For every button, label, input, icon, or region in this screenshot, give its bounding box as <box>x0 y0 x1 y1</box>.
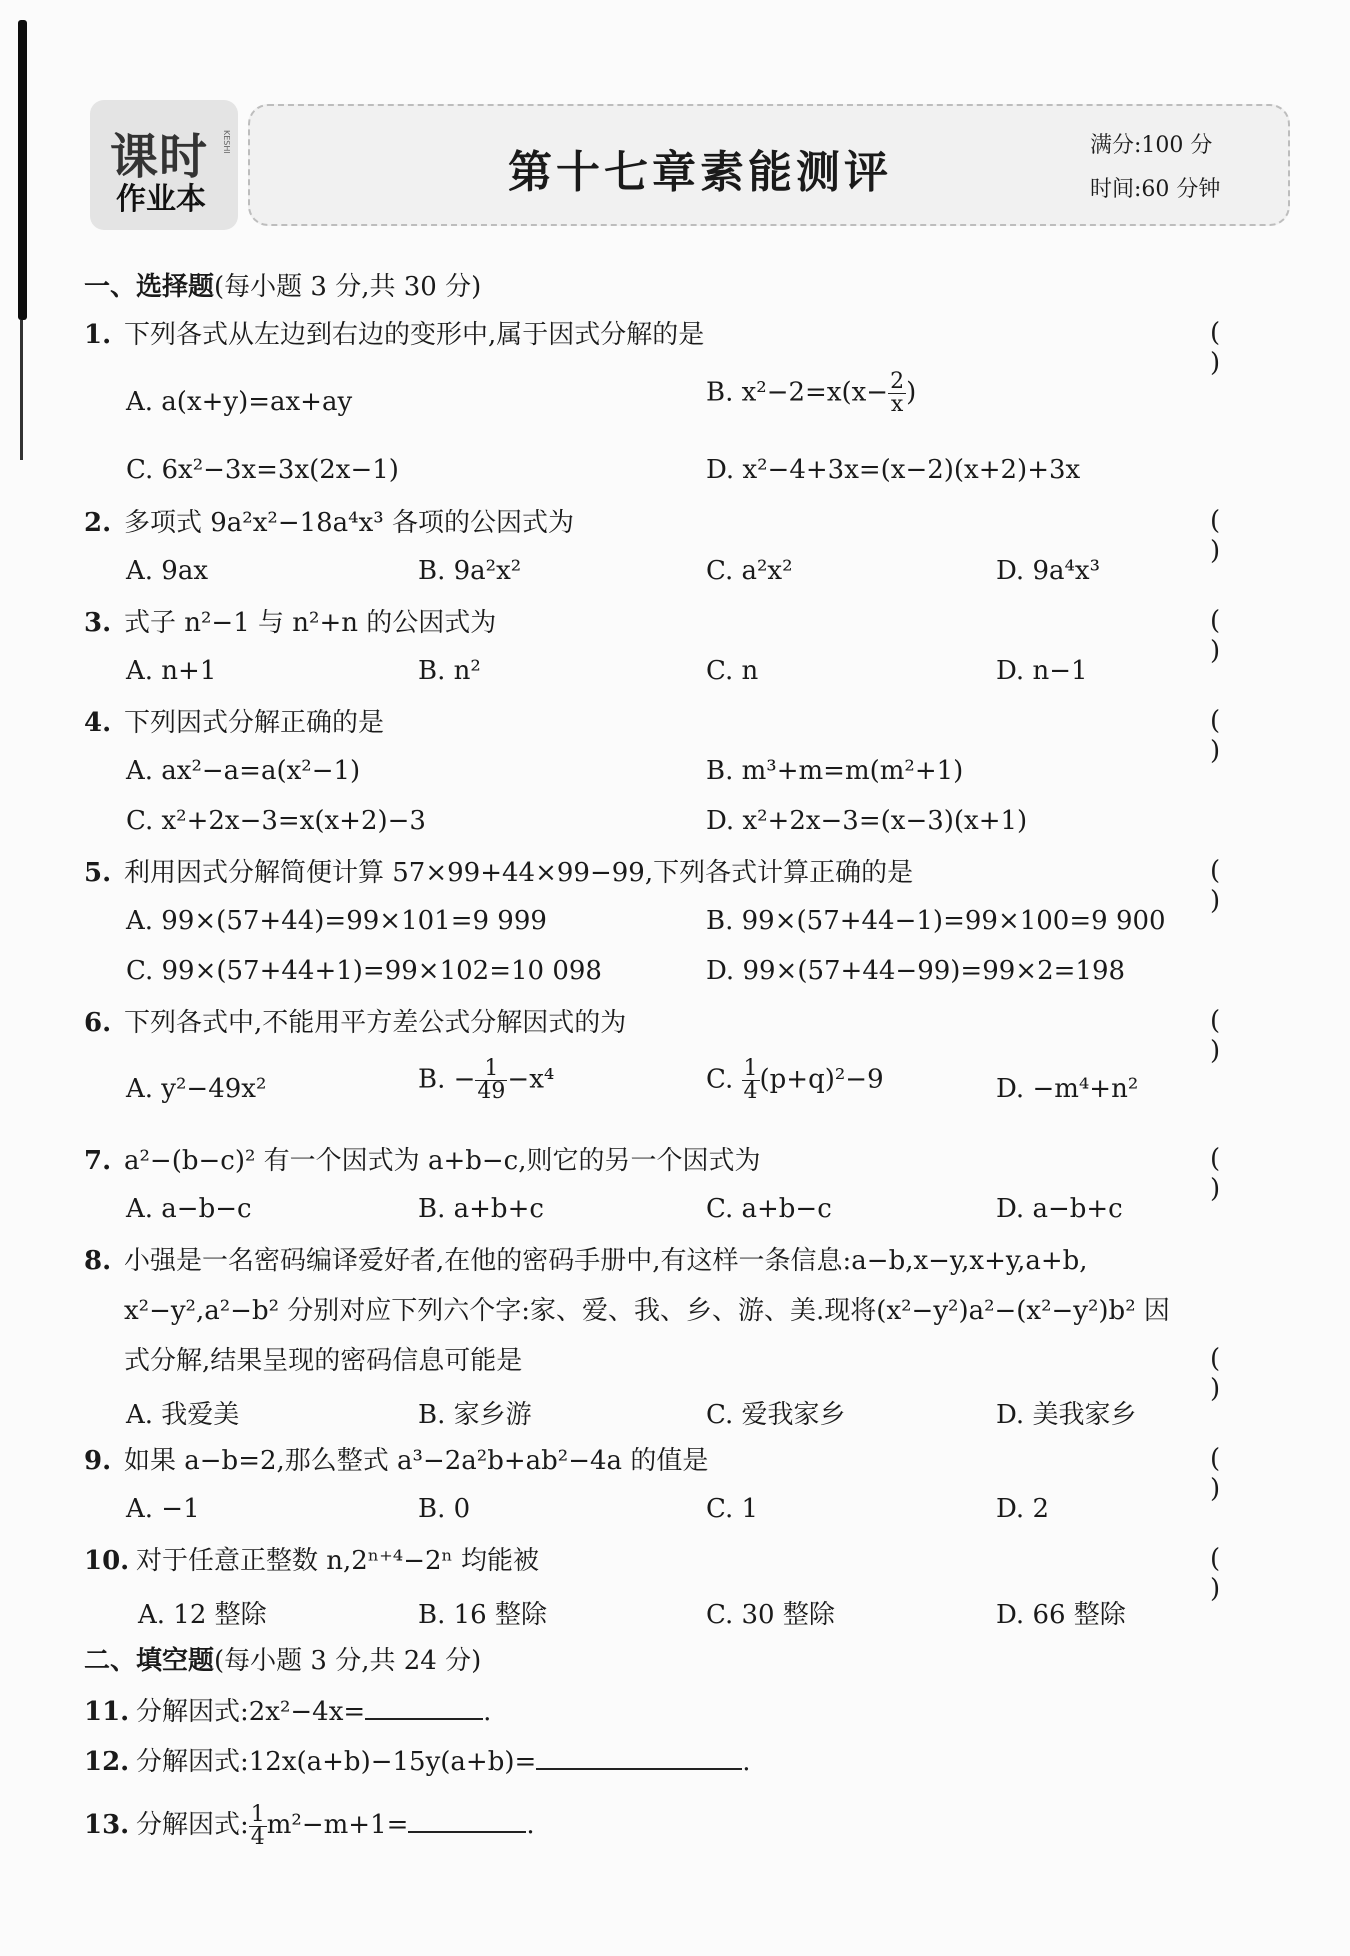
fraction <box>742 1058 760 1103</box>
fraction-denominator: x <box>888 393 906 416</box>
option-d: D. 2 <box>996 1494 1049 1524</box>
question-text: 如果 a−b=2,那么整式 a³−2a²b+ab²−4a 的值是 <box>124 1446 709 1476</box>
answer-paren: ( ) <box>1210 506 1281 566</box>
option-a: A. n+1 <box>126 656 217 686</box>
option-d: D. 9a⁴x³ <box>996 556 1100 586</box>
option-a: A. ax²−a=a(x²−1) <box>126 756 361 786</box>
page-spine-mark <box>20 320 23 460</box>
option-a: A. y²−49x² <box>126 1074 267 1104</box>
question-number: 1. <box>84 320 112 350</box>
option-b: B. 家乡游 <box>418 1400 532 1430</box>
option-text: −x⁴ <box>507 1064 555 1095</box>
answer-paren: ( ) <box>1210 706 1281 766</box>
full-score: 满分:100 分 <box>1090 133 1213 158</box>
question-text: 多项式 9a²x²−18a⁴x³ 各项的公因式为 <box>124 508 574 538</box>
option-c <box>706 1058 884 1103</box>
option-a: A. 我爱美 <box>126 1400 240 1430</box>
question-text: 下列各式从左边到右边的变形中,属于因式分解的是 <box>124 320 705 350</box>
option-a: A. a(x+y)=ax+ay <box>126 387 353 417</box>
answer-paren: ( ) <box>1210 1444 1281 1504</box>
question-number: 6. <box>84 1008 112 1038</box>
question-5 <box>84 856 913 890</box>
option-b <box>706 371 916 416</box>
option-d: D. x²−4+3x=(x−2)(x+2)+3x <box>706 455 1081 485</box>
question-text: 下列各式中,不能用平方差公式分解因式的为 <box>124 1008 627 1038</box>
fraction-numerator: 1 <box>484 1056 499 1081</box>
question-number: 7. <box>84 1146 112 1176</box>
question-text: 分解因式: <box>136 1810 249 1840</box>
question-number: 11. <box>84 1697 130 1727</box>
section-note: (每小题 3 分,共 30 分) <box>214 272 482 302</box>
option-c: C. 30 整除 <box>706 1600 835 1630</box>
option-a: A. −1 <box>126 1494 200 1524</box>
question-1 <box>84 318 704 352</box>
option-d: D. 66 整除 <box>996 1600 1126 1630</box>
option-b: B. a+b+c <box>418 1194 544 1224</box>
question-number: 8. <box>84 1246 112 1276</box>
question-number: 3. <box>84 608 112 638</box>
title-box <box>248 104 1290 226</box>
option-text: (p+q)²−9 <box>759 1064 884 1095</box>
option-d: D. 美我家乡 <box>996 1400 1137 1430</box>
section-note: (每小题 3 分,共 24 分) <box>214 1646 482 1676</box>
end-period: . <box>526 1810 535 1840</box>
fraction-denominator: 49 <box>477 1079 506 1104</box>
question-text: m²−m+1= <box>266 1810 409 1840</box>
section-heading <box>84 270 481 304</box>
question-number: 13. <box>84 1810 130 1840</box>
answer-paren: ( ) <box>1210 1006 1281 1066</box>
option-b: B. m³+m=m(m²+1) <box>706 756 964 786</box>
option-c: C. 爱我家乡 <box>706 1400 846 1430</box>
question-9 <box>84 1444 708 1478</box>
fraction-numerator: 1 <box>250 1801 265 1827</box>
fraction-denominator: 4 <box>743 1079 758 1104</box>
option-d: D. x²+2x−3=(x−3)(x+1) <box>706 806 1028 836</box>
question-text: 分解因式:2x²−4x= <box>136 1697 366 1727</box>
option-text: B. − <box>418 1064 476 1095</box>
end-period: . <box>742 1747 751 1777</box>
question-4 <box>84 706 384 740</box>
question-text: 分解因式:12x(a+b)−15y(a+b)= <box>136 1747 537 1777</box>
option-b: B. 0 <box>418 1494 471 1524</box>
option-a: A. a−b−c <box>126 1194 252 1224</box>
question-number: 12. <box>84 1747 130 1777</box>
option-b: B. n² <box>418 656 481 686</box>
question-text: 小强是一名密码编译爱好者,在他的密码手册中,有这样一条信息:a−b,x−y,x+y,a+b, <box>124 1246 1088 1276</box>
option-c: C. x²+2x−3=x(x+2)−3 <box>126 806 426 836</box>
question-12 <box>84 1744 751 1779</box>
question-7 <box>84 1144 760 1178</box>
answer-blank[interactable] <box>365 1694 483 1720</box>
option-d: D. −m⁴+n² <box>996 1074 1139 1104</box>
answer-paren: ( ) <box>1210 318 1281 378</box>
question-text: 利用因式分解简便计算 57×99+44×99−99,下列各式计算正确的是 <box>124 858 914 888</box>
option-c: C. a²x² <box>706 556 793 586</box>
option-d: D. 99×(57+44−99)=99×2=198 <box>706 956 1126 986</box>
section-heading <box>84 1644 481 1678</box>
option-b: B. 99×(57+44−1)=99×100=9 900 <box>706 906 1166 936</box>
brand-logo <box>90 100 238 230</box>
question-13 <box>84 1800 535 1850</box>
question-number: 4. <box>84 708 112 738</box>
answer-paren: ( ) <box>1210 856 1281 916</box>
question-8 <box>84 1244 1088 1278</box>
question-6 <box>84 1006 626 1040</box>
option-c: C. n <box>706 656 759 686</box>
question-text: 下列因式分解正确的是 <box>124 708 385 738</box>
option-d: D. n−1 <box>996 656 1088 686</box>
logo-line1: 课时 <box>110 129 209 185</box>
section-label: 二、填空题 <box>84 1646 215 1676</box>
option-b <box>418 1058 554 1103</box>
question-text-line: x²−y²,a²−b² 分别对应下列六个字:家、爱、我、乡、游、美.现将(x²−y²)a²−(x²−y²)b² 因 <box>124 1296 1170 1326</box>
fraction <box>475 1058 507 1103</box>
option-c: C. 1 <box>706 1494 759 1524</box>
time-limit: 时间:60 分钟 <box>1090 177 1221 202</box>
page-title: 第十七章素能测评 <box>508 147 892 198</box>
question-10 <box>84 1544 539 1578</box>
logo-line2: 作业本 <box>116 182 206 217</box>
option-text: B. x²−2=x(x− <box>706 377 889 408</box>
option-text: C. <box>706 1064 742 1095</box>
fraction <box>888 371 906 416</box>
answer-blank[interactable] <box>408 1807 526 1833</box>
question-text-line: 式分解,结果呈现的密码信息可能是 <box>124 1346 523 1376</box>
answer-paren: ( ) <box>1210 1544 1281 1604</box>
answer-blank[interactable] <box>536 1744 742 1770</box>
option-b: B. 16 整除 <box>418 1600 547 1630</box>
page-spine-mark <box>18 20 27 320</box>
fraction-numerator: 2 <box>890 369 905 394</box>
answer-paren: ( ) <box>1210 1144 1281 1204</box>
option-d: D. a−b+c <box>996 1194 1123 1224</box>
option-a: A. 12 整除 <box>138 1600 267 1630</box>
option-c: C. 6x²−3x=3x(2x−1) <box>126 455 399 485</box>
question-text: 式子 n²−1 与 n²+n 的公因式为 <box>124 608 497 638</box>
option-c: C. 99×(57+44+1)=99×102=10 098 <box>126 956 602 986</box>
question-3 <box>84 606 496 640</box>
answer-paren: ( ) <box>1210 1344 1281 1404</box>
option-b: B. 9a²x² <box>418 556 522 586</box>
question-number: 2. <box>84 508 112 538</box>
question-number: 10. <box>84 1546 130 1576</box>
end-period: . <box>483 1697 492 1727</box>
fraction <box>249 1801 267 1850</box>
question-number: 5. <box>84 858 112 888</box>
question-number: 9. <box>84 1446 112 1476</box>
option-a: A. 9ax <box>126 556 209 586</box>
option-c: C. a+b−c <box>706 1194 832 1224</box>
question-text: 对于任意正整数 n,2ⁿ⁺⁴−2ⁿ 均能被 <box>136 1546 540 1576</box>
question-11 <box>84 1694 491 1729</box>
answer-paren: ( ) <box>1210 606 1281 666</box>
option-a: A. 99×(57+44)=99×101=9 999 <box>126 906 547 936</box>
fraction-denominator: 4 <box>250 1824 265 1850</box>
fraction-numerator: 1 <box>743 1056 758 1081</box>
question-text: a²−(b−c)² 有一个因式为 a+b−c,则它的另一个因式为 <box>124 1146 761 1176</box>
option-text: ) <box>906 377 917 408</box>
section-label: 一、选择题 <box>84 272 215 302</box>
question-2 <box>84 506 574 540</box>
logo-mini-text: KESHI <box>222 130 231 154</box>
